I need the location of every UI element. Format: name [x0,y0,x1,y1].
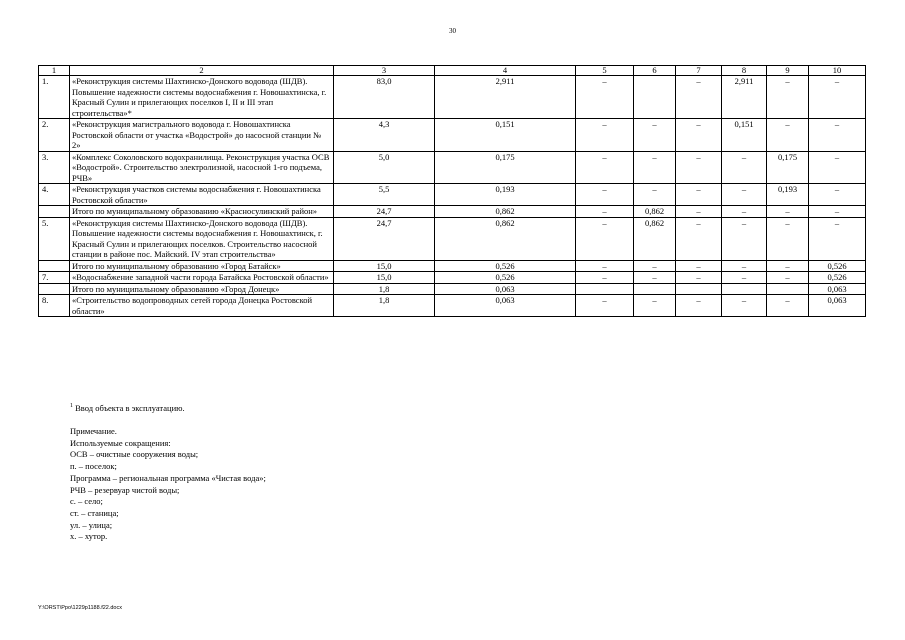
cell-value-c7: – [676,76,722,119]
cell-value-c9: – [767,76,809,119]
cell-value-c10: – [809,206,866,218]
col-header: 4 [435,66,576,76]
cell-value-c3: 83,0 [334,76,435,119]
col-header: 7 [676,66,722,76]
cell-value-c8 [722,283,767,295]
cell-value-c9: – [767,260,809,272]
cell-value-c5: – [576,76,634,119]
row-number [39,260,70,272]
row-description: Итого по муниципальному образованию «Город Донецк» [70,283,334,295]
cell-value-c5: – [576,260,634,272]
cell-value-c4: 2,911 [435,76,576,119]
row-number: 1. [39,76,70,119]
cell-value-c4: 0,193 [435,184,576,206]
cell-value-c5 [576,283,634,295]
cell-value-c9: – [767,272,809,284]
col-header: 5 [576,66,634,76]
table-row [39,272,866,284]
cell-value-c10: – [809,184,866,206]
cell-value-c10: 0,063 [809,283,866,295]
cell-value-c10: – [809,76,866,119]
cell-value-c3: 1,8 [334,283,435,295]
table-row [39,151,866,184]
cell-value-c4: 0,526 [435,260,576,272]
table-row [39,217,866,260]
cell-value-c7: – [676,206,722,218]
cell-value-c4: 0,063 [435,283,576,295]
cell-value-c3: 4,3 [334,119,435,152]
cell-value-c8: 2,911 [722,76,767,119]
cell-value-c8: – [722,295,767,317]
header-row [39,66,866,76]
col-header: 1 [39,66,70,76]
row-number: 5. [39,217,70,260]
cell-value-c8: – [722,272,767,284]
note-line: п. – поселок; [70,461,117,472]
cell-value-c8: – [722,217,767,260]
row-number: 8. [39,295,70,317]
cell-value-c6: – [634,295,676,317]
cell-value-c8: – [722,260,767,272]
cell-value-c10: – [809,151,866,184]
notes-title: Примечание. [70,426,117,436]
cell-value-c3: 5,5 [334,184,435,206]
note-line: ул. – улица; [70,519,113,530]
cell-value-c10: 0,063 [809,295,866,317]
cell-value-c6: – [634,184,676,206]
cell-value-c9: – [767,119,809,152]
row-number: 2. [39,119,70,152]
footnote [70,403,185,413]
col-header: 10 [809,66,866,76]
row-number: 7. [39,272,70,284]
row-description: «Реконструкция магистрального водовода г. Новошахтинска Ростовской области от участка «Водострой» до насосной станции № 2» [70,119,334,152]
col-header: 2 [70,66,334,76]
table-row [39,184,866,206]
row-description: Итого по муниципальному образованию «Красносулинский район» [70,206,334,218]
cell-value-c5: – [576,295,634,317]
row-number [39,206,70,218]
col-header: 3 [334,66,435,76]
cell-value-c3: 1,8 [334,295,435,317]
footnote-text: Ввод объекта в эксплуатацию. [73,403,185,413]
note-line: ст. – станица; [70,507,119,518]
program-table [38,65,866,317]
cell-value-c7: – [676,272,722,284]
cell-value-c3: 24,7 [334,217,435,260]
row-number [39,283,70,295]
cell-value-c7: – [676,119,722,152]
row-description: «Комплекс Соколовского водохранилища. Реконструкция участка ОСВ «Водострой». Строительство электролизной, насосной 1-го подъема, РЧВ» [70,151,334,184]
cell-value-c6: – [634,260,676,272]
row-description: «Реконструкция участков системы водоснабжения г. Новошахтинска Ростовской области» [70,184,334,206]
note-line: х. – хутор. [70,531,108,542]
cell-value-c4: 0,862 [435,217,576,260]
cell-value-c5: – [576,272,634,284]
cell-value-c6: – [634,119,676,152]
cell-value-c8: – [722,151,767,184]
cell-value-c5: – [576,119,634,152]
table-row [39,119,866,152]
cell-value-c4: 0,526 [435,272,576,284]
row-number: 3. [39,151,70,184]
cell-value-c7: – [676,184,722,206]
cell-value-c4: 0,151 [435,119,576,152]
note-line: Используемые сокращения: [70,437,171,448]
subtotal-row [39,260,866,272]
cell-value-c10: – [809,119,866,152]
cell-value-c9: – [767,217,809,260]
cell-value-c7: – [676,295,722,317]
cell-value-c10: 0,526 [809,260,866,272]
cell-value-c10: 0,526 [809,272,866,284]
footnote-marker: 1 [70,403,73,410]
cell-value-c6: – [634,272,676,284]
file-path: Y:\ORST\Ppo\1229p1188.f22.docx [38,605,122,611]
cell-value-c3: 15,0 [334,260,435,272]
cell-value-c9: 0,193 [767,184,809,206]
cell-value-c9 [767,283,809,295]
row-description: «Строительство водопроводных сетей города Донецка Ростовской области» [70,295,334,317]
cell-value-c10: – [809,217,866,260]
cell-value-c6: 0,862 [634,217,676,260]
note-line: РЧВ – резервуар чистой воды; [70,484,180,495]
cell-value-c6 [634,283,676,295]
cell-value-c5: – [576,151,634,184]
row-description: «Реконструкция системы Шахтинско-Донского водовода (ШДВ). Повышение надежности системы водоснабжения г. Новошахтинск, г. Красный Сулин и прилегающих поселков. Строительство насосной станции в районе пос. Майский. IV этап строительства» [70,217,334,260]
row-description: «Водоснабжение западной части города Батайска Ростовской области» [70,272,334,284]
row-description: Итого по муниципальному образованию «Город Батайск» [70,260,334,272]
note-line: с. – село; [70,496,103,507]
cell-value-c4: 0,175 [435,151,576,184]
cell-value-c7: – [676,217,722,260]
notes-block [70,426,266,543]
page-number: 30 [449,27,456,35]
cell-value-c9: – [767,206,809,218]
note-line: Программа – региональная программа «Чистая вода»; [70,472,266,483]
cell-value-c7: – [676,151,722,184]
cell-value-c5: – [576,206,634,218]
col-header: 9 [767,66,809,76]
cell-value-c4: 0,862 [435,206,576,218]
cell-value-c6: 0,862 [634,206,676,218]
cell-value-c3: 15,0 [334,272,435,284]
table-row [39,76,866,119]
row-description: «Реконструкция системы Шахтинско-Донского водовода (ШДВ). Повышение надежности системы водоснабжения г. Новошахтинска, г. Красный Сулин и прилегающих поселков I, II и III этап строительства»* [70,76,334,119]
cell-value-c8: – [722,206,767,218]
cell-value-c7 [676,283,722,295]
subtotal-row [39,283,866,295]
col-header: 8 [722,66,767,76]
col-header: 6 [634,66,676,76]
note-line: ОСВ – очистные сооружения воды; [70,449,199,460]
cell-value-c3: 5,0 [334,151,435,184]
cell-value-c5: – [576,217,634,260]
subtotal-row [39,206,866,218]
cell-value-c9: – [767,295,809,317]
cell-value-c6 [634,76,676,119]
cell-value-c4: 0,063 [435,295,576,317]
cell-value-c8: – [722,184,767,206]
cell-value-c9: 0,175 [767,151,809,184]
cell-value-c7: – [676,260,722,272]
row-number: 4. [39,184,70,206]
cell-value-c6: – [634,151,676,184]
cell-value-c8: 0,151 [722,119,767,152]
cell-value-c5: – [576,184,634,206]
cell-value-c3: 24,7 [334,206,435,218]
table-row [39,295,866,317]
